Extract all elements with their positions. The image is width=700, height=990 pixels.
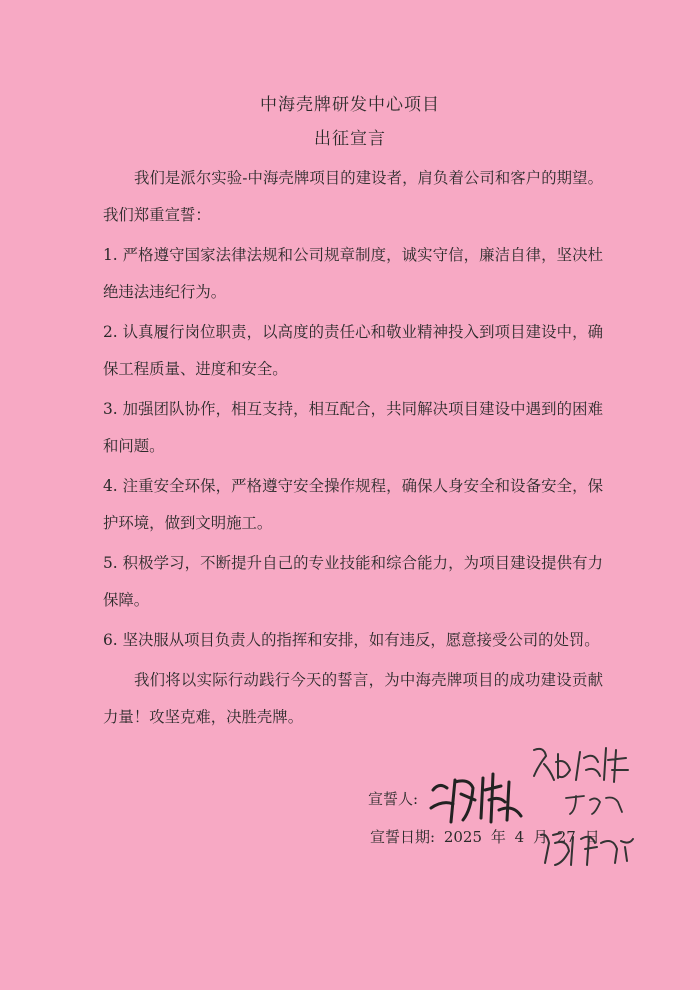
oath-taker-label: 宣誓人: [368, 790, 419, 808]
oath-item-5: 5. 积极学习，不断提升自己的专业技能和综合能力，为项目建设提供有力保障。 [103, 554, 603, 609]
oath-item-6: 6. 坚决服从项目负责人的指挥和安排，如有违反，愿意接受公司的处罚。 [103, 631, 600, 649]
closing-paragraph: 我们将以实际行动践行今天的誓言，为中海壳牌项目的成功建设贡献力量！攻坚克难，决胜壳牌。 [103, 671, 603, 726]
oath-item-2: 2. 认真履行岗位职责，以高度的责任心和敬业精神投入到项目建设中，确保工程质量、进度和安全。 [103, 323, 603, 378]
document-body [103, 160, 603, 736]
date-label: 宣誓日期: [370, 828, 436, 846]
date-year: 2025 [443, 828, 483, 846]
oath-item-1: 1. 严格遵守国家法律法规和公司规章制度，诚实守信，廉洁自律，坚决杜绝违法违纪行为。 [103, 246, 603, 301]
handwritten-signature-3 [562, 790, 632, 820]
handwritten-signature-4 [532, 825, 645, 870]
oath-item-4: 4. 注重安全环保，严格遵守安全操作规程，确保人身安全和设备安全，保护环境，做到文明施工。 [103, 477, 603, 532]
date-month-unit: 月 [532, 828, 548, 846]
handwritten-signature-1 [425, 760, 535, 830]
oath-item-3: 3. 加强团队协作，相互支持，相互配合，共同解决项目建设中遇到的困难和问题。 [103, 400, 603, 455]
date-day: 27 [556, 828, 576, 846]
intro-paragraph: 我们是派尔实验-中海壳牌项目的建设者，肩负着公司和客户的期望。我们郑重宣誓： [103, 169, 603, 224]
date-year-unit: 年 [490, 828, 506, 846]
date-day-unit: 日 [584, 828, 600, 846]
document-subtitle: 出征宣言 [314, 129, 386, 149]
handwritten-signature-2 [528, 740, 638, 790]
document-title: 中海壳牌研发中心项目 [260, 95, 440, 115]
date-month: 4 [514, 828, 525, 846]
